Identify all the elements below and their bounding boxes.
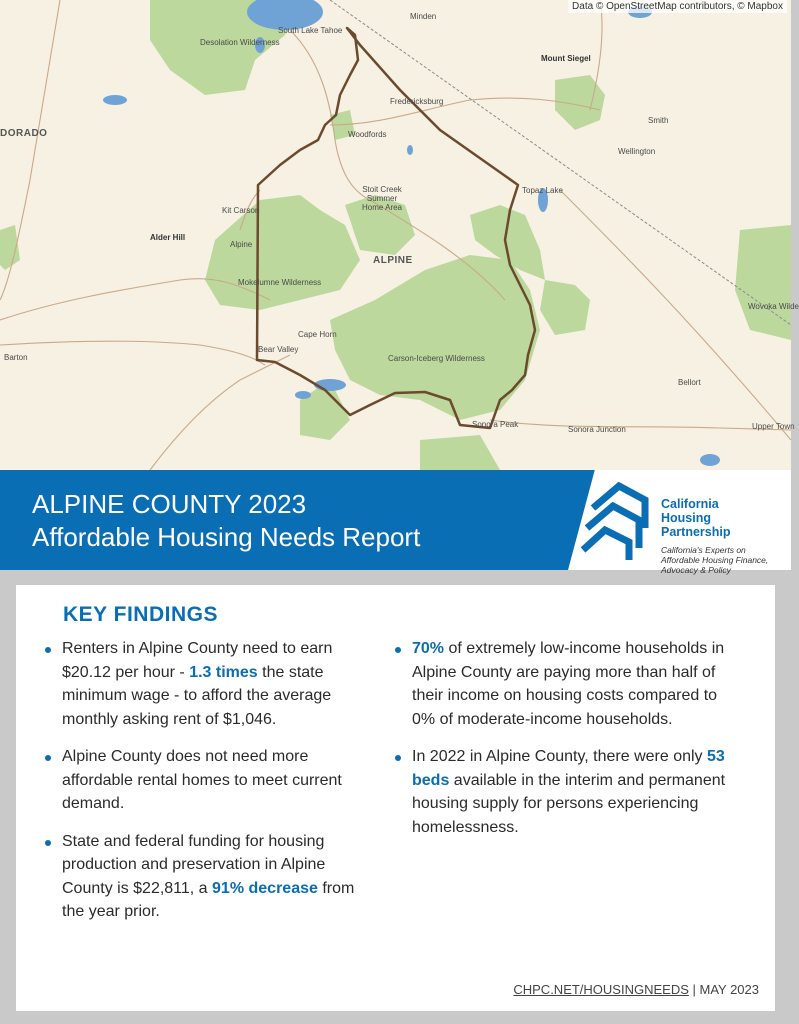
report-date: | MAY 2023 <box>688 982 759 997</box>
map-label-summer-home: Stoit Creek Summer Home Area <box>361 185 403 212</box>
map-label-mokelumne: Mokelumne Wilderness <box>238 278 322 287</box>
map-label-barton: Barton <box>4 353 28 362</box>
map-label-cape-horn: Cape Horn <box>298 330 337 339</box>
report-footer <box>513 982 759 997</box>
map-label-minden: Minden <box>410 12 437 21</box>
report-title-line1: ALPINE COUNTY 2023 <box>32 489 307 519</box>
map-label-bear-valley: Bear Valley <box>258 345 299 354</box>
map-label-dorado: DORADO <box>0 128 48 139</box>
map-label-kit-carson: Kit Carson <box>222 206 260 215</box>
findings-column-right <box>394 637 734 853</box>
map-graphic <box>0 0 791 470</box>
logo-name-line1: California <box>661 497 719 511</box>
map-label-upper-town: Upper Town <box>752 422 795 431</box>
report-title <box>32 488 420 554</box>
map-label-smith: Smith <box>648 116 669 125</box>
logo-name-line3: Partnership <box>661 525 731 539</box>
map-label-alpine-town: Alpine <box>230 240 253 249</box>
map-label-south-lake-tahoe: South Lake Tahoe <box>278 26 343 35</box>
finding-rental-homes: Alpine County does not need more affordable rental homes to meet current demand. <box>44 745 374 816</box>
finding-funding: State and federal funding for housing production and preservation in Alpine County is $22,811, a 91% decrease from the year prior. <box>44 830 374 924</box>
map-label-wovoka: Wovoka Wilde <box>748 302 799 311</box>
findings-column-left <box>44 637 374 938</box>
logo-name-line2: Housing <box>661 511 711 525</box>
map-label-sonora-peak: Sonora Peak <box>472 420 519 429</box>
map-label-wellington: Wellington <box>618 147 656 156</box>
logo-name <box>661 497 771 539</box>
county-map <box>0 0 799 470</box>
map-label-bellort: Bellort <box>678 378 701 387</box>
state-line <box>330 0 791 325</box>
map-label-topaz: Topaz Lake <box>522 186 563 195</box>
map-label-fredericksburg: Fredericksburg <box>390 97 444 106</box>
map-label-woodfords: Woodfords <box>348 130 387 139</box>
report-title-line2: Affordable Housing Needs Report <box>32 522 421 552</box>
key-findings-card <box>16 585 775 1011</box>
map-attribution[interactable]: Data © OpenStreetMap contributors, © Mapbox <box>568 0 787 13</box>
map-label-desolation: Desolation Wilderness <box>200 38 280 47</box>
map-label-alder-hill: Alder Hill <box>150 233 186 242</box>
map-label-alpine: ALPINE <box>373 255 413 266</box>
key-findings-heading: KEY FINDINGS <box>63 603 218 626</box>
map-label-mount-siegel: Mount Siegel <box>541 54 591 63</box>
chpc-logo-icon <box>583 478 655 562</box>
housing-needs-link[interactable]: CHPC.NET/HOUSINGNEEDS <box>513 982 689 997</box>
wilderness-areas <box>0 0 791 470</box>
finding-homelessness-beds: In 2022 in Alpine County, there were only 53 beds available in the interim and permanent housing supply for persons experiencing homelessness. <box>394 745 734 839</box>
logo-tagline: California's Experts on Affordable Housing Finance, Advocacy & Policy <box>661 545 769 575</box>
finding-cost-burden: 70% of extremely low-income households in Alpine County are paying more than half of their income on housing costs compared to 0% of moderate-income households. <box>394 637 734 731</box>
finding-rent-wage: Renters in Alpine County need to earn $20.12 per hour - 1.3 times the state minimum wage - to afford the average monthly asking rent of $1,046. <box>44 637 374 731</box>
map-label-sonora-junction: Sonora Junction <box>568 425 626 434</box>
map-label-carson-iceberg: Carson-Iceberg Wilderness <box>388 354 485 363</box>
